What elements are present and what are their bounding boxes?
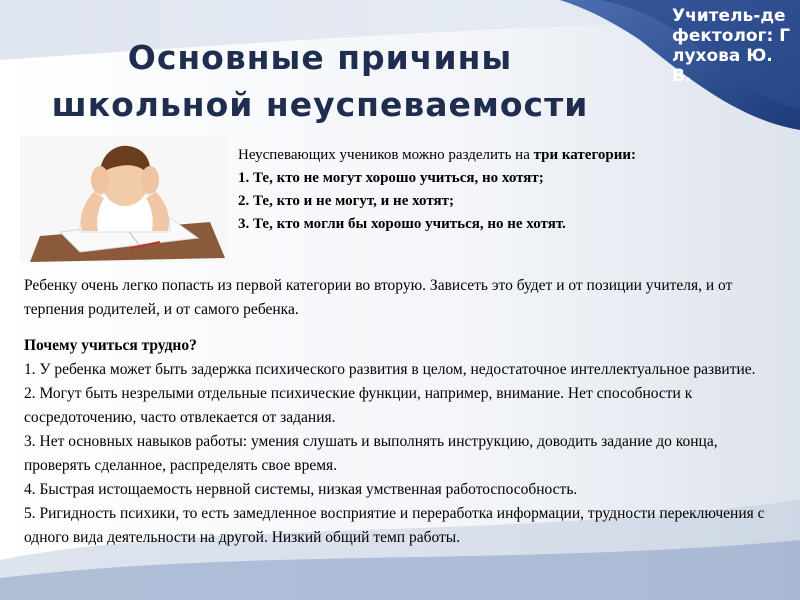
categories-intro — [238, 144, 793, 167]
reasons-block — [24, 334, 784, 550]
category-item: 3. Те, кто могли бы хорошо учиться, но не хотят. — [238, 216, 566, 232]
reason-item: 3. Нет основных навыков работы: умения слушать и выполнять инструкцию, доводить задание до конца, проверять сделанное, распределять свое время. — [24, 433, 718, 474]
author-label: Учитель-дефектолог: Глухова Ю. В. — [672, 6, 791, 86]
slide-title-line-2: школьной неуспеваемости — [51, 85, 589, 124]
reason-item: 5. Ригидность психики, то есть замедленное восприятие и переработка информации, трудности переключения с одного вида деятельности на другой. Низкий общий темп работы. — [24, 505, 765, 546]
category-item: 2. Те, кто и не могут, и не хотят; — [238, 193, 454, 209]
categories-block — [238, 144, 793, 236]
reason-item: 4. Быстрая истощаемость нервной системы, низкая умственная работоспособность. — [24, 481, 578, 498]
categories-intro-text: Неуспевающих учеников можно разделить на — [238, 147, 534, 163]
transition-paragraph: Ребенку очень легко попасть из первой категории во вторую. Зависеть это будет и от позиции учителя, и от терпения родителей, и от самого ребенка. — [24, 277, 733, 318]
reason-item: 1. У ребенка может быть задержка психического развития в целом, недостаточное интеллектуальное развитие. — [24, 361, 756, 378]
categories-intro-bold: три категории: — [533, 147, 637, 163]
slide-title-line-1: Основные причины — [127, 38, 513, 77]
reason-item: 2. Могут быть незрелыми отдельные психические функции, например, внимание. Нет способности к сосредоточению, часто отвлекается от задания. — [24, 385, 693, 426]
category-item: 1. Те, кто не могут хорошо учиться, но хотят; — [238, 170, 544, 186]
reasons-heading: Почему учиться трудно? — [24, 337, 197, 354]
stressed-boy-photo — [20, 136, 230, 262]
